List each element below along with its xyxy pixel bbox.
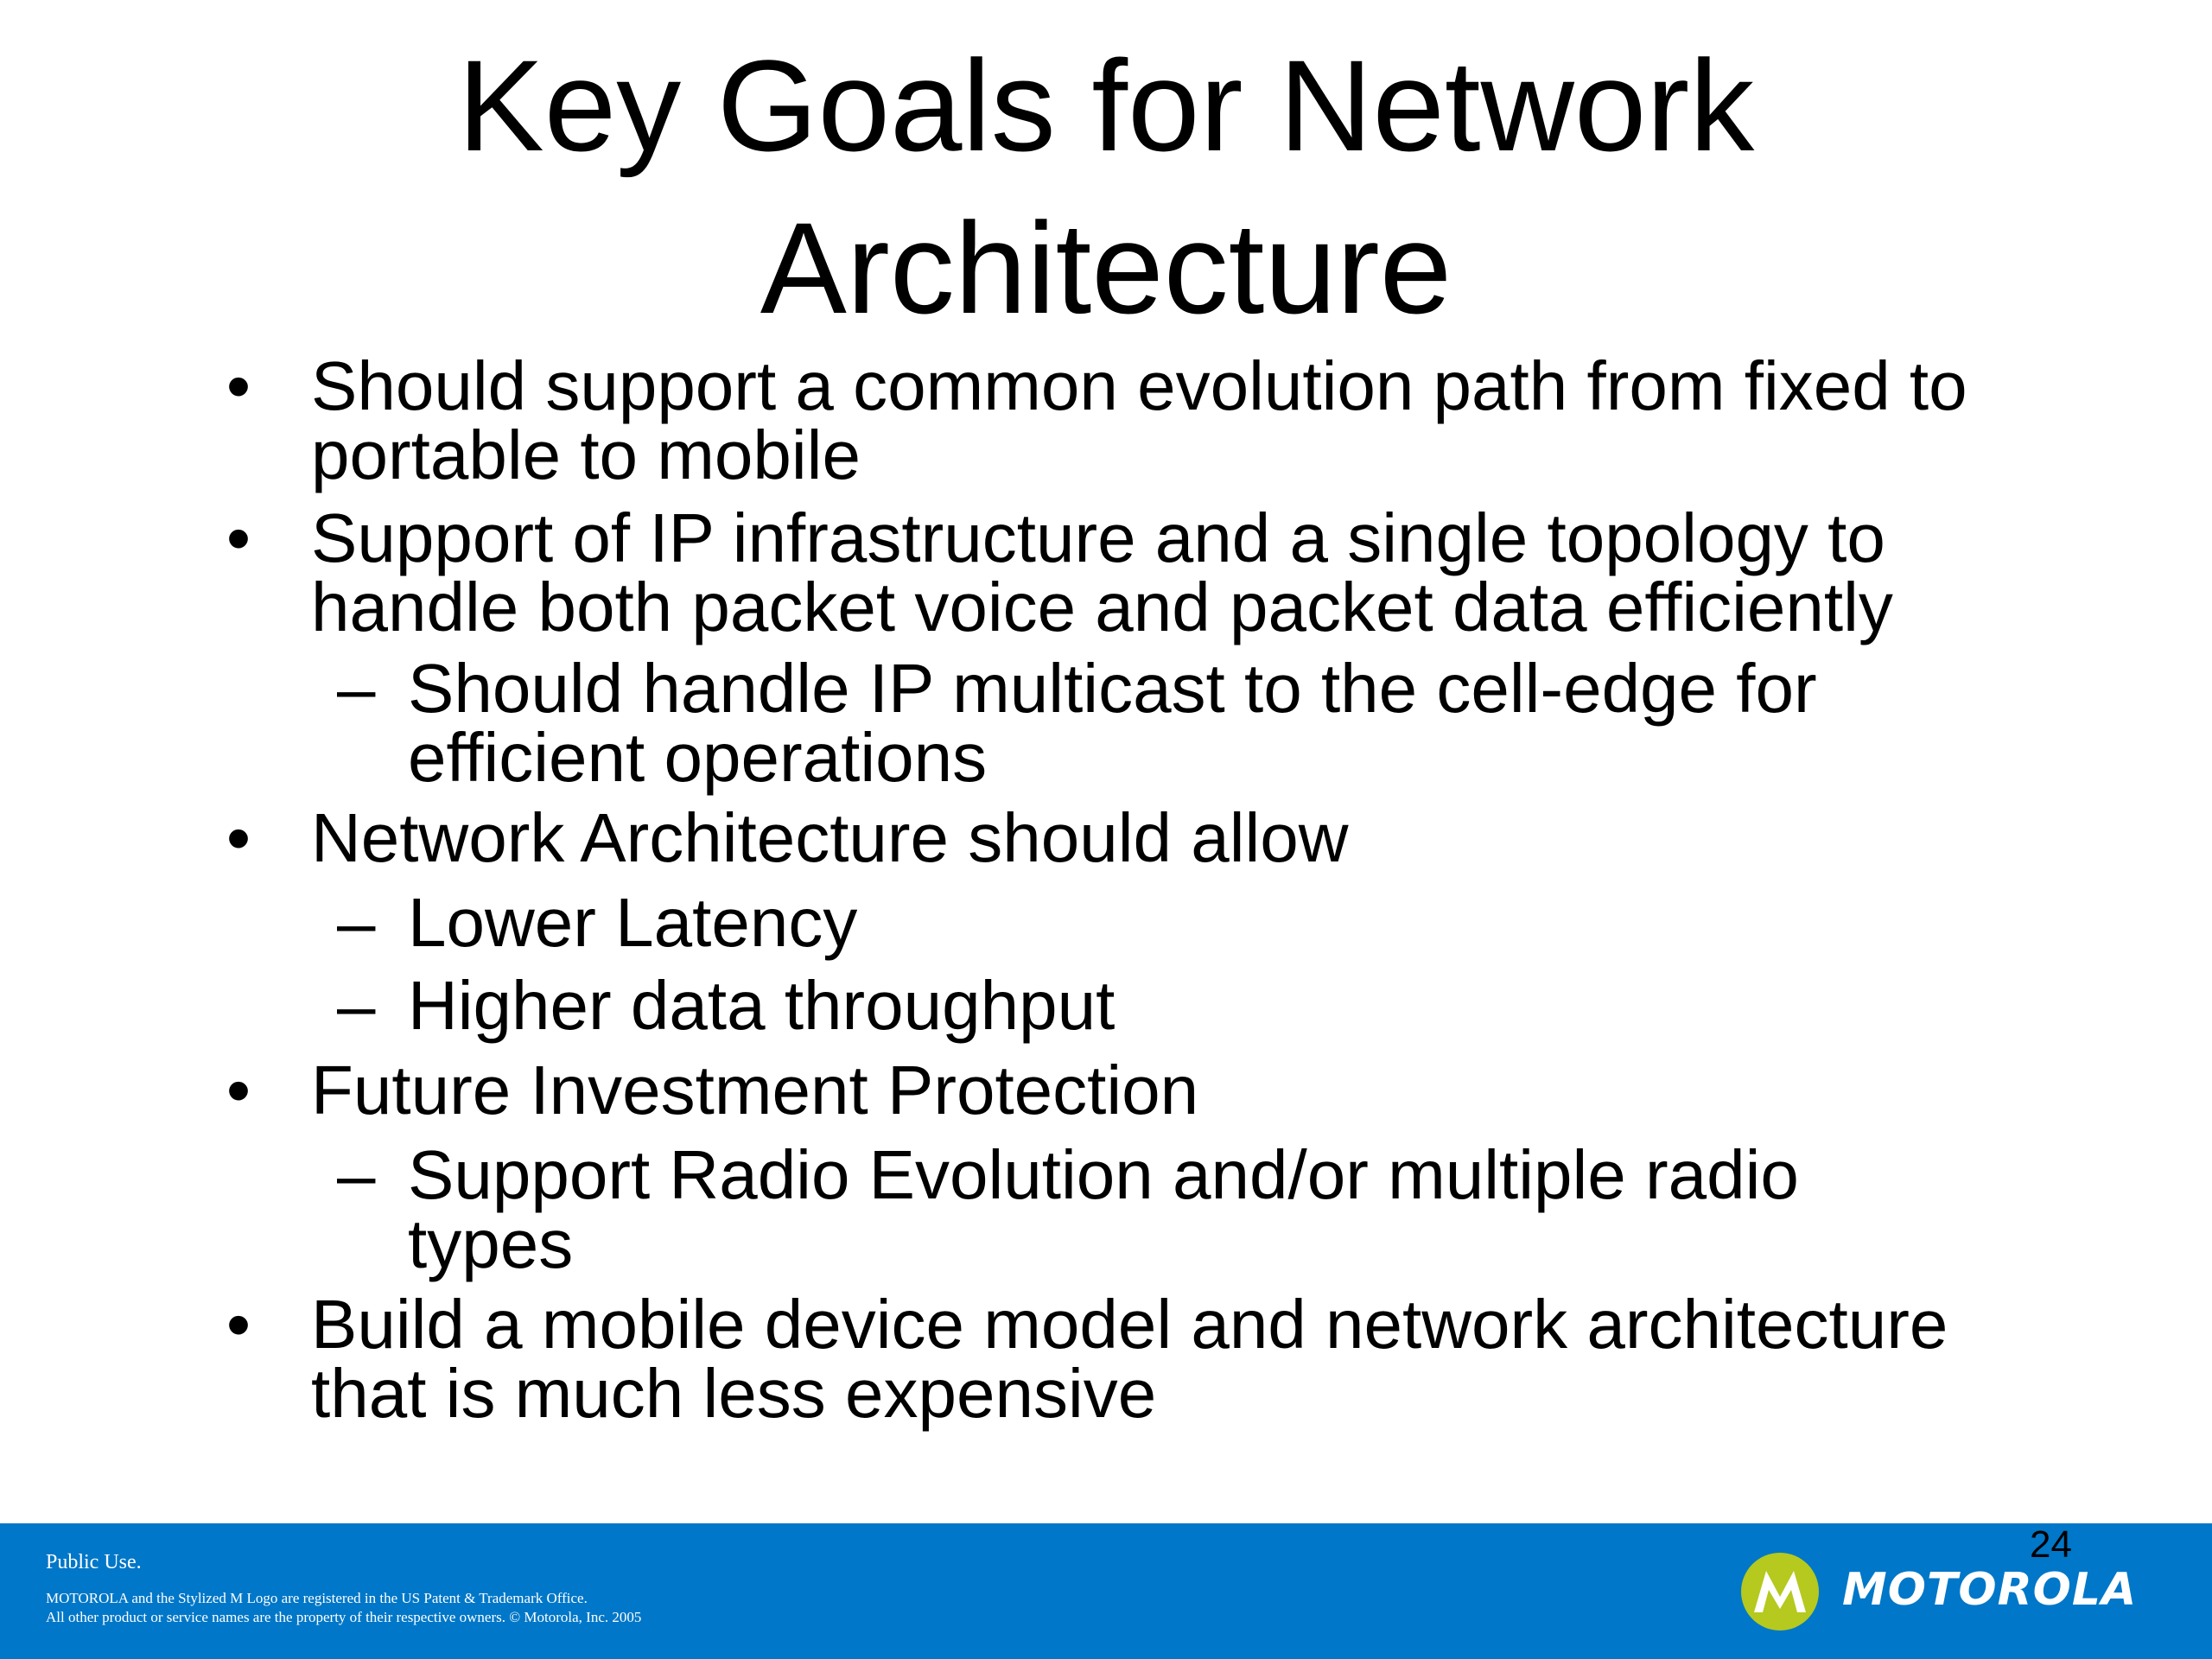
bullet-marker: • [226, 499, 251, 576]
bullet-text-line: Should handle IP multicast to the cell-edge for [408, 650, 1817, 727]
bullet-text-line: efficient operations [408, 719, 988, 796]
footer-classification: Public Use. [46, 1551, 142, 1573]
bullet-text-line: Lower Latency [408, 884, 858, 961]
bullet-item [311, 799, 1349, 876]
footer-legal-line-2: All other product or service names are the property of their respective owners. © Motorola, Inc. 2005 [46, 1609, 642, 1625]
bullet-text-line: Support of IP infrastructure and a single topology to [311, 499, 1885, 576]
bullet-text-line: portable to mobile [311, 416, 861, 493]
bullet-marker: • [226, 347, 251, 424]
sub-bullet-item [408, 1136, 1799, 1282]
sub-bullet-item [408, 884, 858, 961]
sub-bullet-marker: – [337, 650, 376, 727]
bullet-text-line: types [408, 1205, 574, 1282]
footer-legal-notice [46, 1589, 641, 1627]
sub-bullet-item [408, 967, 1116, 1044]
bullet-text-line: Support Radio Evolution and/or multiple radio [408, 1136, 1799, 1213]
sub-bullet-item [408, 650, 1817, 796]
sub-bullet-marker: – [337, 967, 376, 1044]
bullet-text-line: Should support a common evolution path from fixed to [311, 347, 1967, 424]
page-number: 24 [2030, 1523, 2072, 1566]
bullet-text-line: Higher data throughput [408, 967, 1116, 1044]
bullet-marker: • [226, 1286, 251, 1363]
bullet-text-line: Build a mobile device model and network architecture [311, 1286, 1948, 1363]
bullet-item [311, 1052, 1199, 1128]
bullet-marker: • [226, 1052, 251, 1128]
bullet-text-line: Network Architecture should allow [311, 799, 1349, 876]
bullet-text-line: Future Investment Protection [311, 1052, 1199, 1128]
bullet-text-line: that is much less expensive [311, 1355, 1157, 1432]
sub-bullet-marker: – [337, 1136, 376, 1213]
bullet-item [311, 347, 1967, 493]
slide-title-line-2: Architecture [760, 195, 1452, 340]
footer-legal-line-1: MOTOROLA and the Stylized M Logo are registered in the US Patent & Trademark Office. [46, 1590, 588, 1606]
sub-bullet-marker: – [337, 884, 376, 961]
motorola-m-logo-icon [1740, 1552, 1820, 1631]
bullet-marker: • [226, 799, 251, 876]
slide-title-line-1: Key Goals for Network [457, 33, 1755, 178]
bullet-item [311, 499, 1893, 645]
motorola-wordmark: MOTOROLA [1842, 1564, 2138, 1616]
bullet-item [311, 1286, 1948, 1432]
bullet-text-line: handle both packet voice and packet data efficiently [311, 569, 1893, 645]
